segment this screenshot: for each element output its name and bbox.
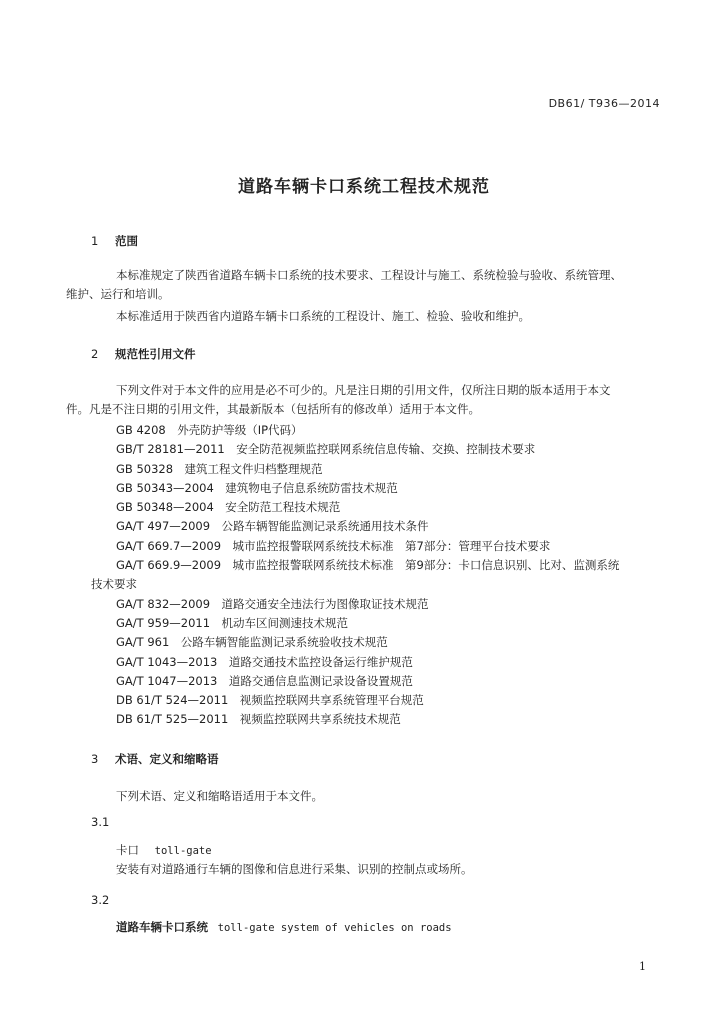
reference-item: GA/T 1047—2013 道路交通信息监测记录设备设置规范 (116, 673, 413, 688)
reference-item: GA/T 961 公路车辆智能监测记录系统验收技术规范 (116, 635, 388, 650)
term-3-1 (116, 842, 212, 858)
term-chinese: 卡口 (116, 843, 139, 857)
subsection-3-1-number: 3.1 (91, 815, 110, 829)
section-2-intro (66, 381, 663, 419)
reference-line: 技术要求 (91, 577, 137, 592)
reference-item: GA/T 959—2011 机动车区间测速技术规范 (116, 615, 349, 630)
reference-item: GA/T 1043—2013 道路交通技术监控设备运行维护规范 (116, 654, 413, 669)
section-1-paragraph-1 (66, 266, 663, 304)
section-2-heading (91, 346, 196, 362)
reference-item: GA/T 497—2009 公路车辆智能监测记录系统通用技术条件 (116, 519, 429, 534)
section-1-number: 1 (91, 234, 99, 248)
section-3-heading (91, 751, 219, 767)
term-english: toll-gate system of vehicles on roads (217, 922, 452, 934)
term-3-1-definition: 安装有对道路通行车辆的图像和信息进行采集、识别的控制点或场所。 (116, 862, 473, 876)
term-chinese: 道路车辆卡口系统 (116, 920, 208, 934)
reference-item: GA/T 669.7—2009 城市监控报警联网系统技术标准 第7部分：管理平台技术要求 (116, 538, 551, 553)
section-1-title: 范围 (115, 234, 139, 248)
document-title: 道路车辆卡口系统工程技术规范 (238, 177, 490, 197)
reference-item: GA/T 832—2009 道路交通安全违法行为图像取证技术规范 (116, 596, 429, 611)
reference-item: GB 50343—2004 建筑物电子信息系统防雷技术规范 (116, 480, 398, 495)
reference-item: GB 50328 建筑工程文件归档整理规范 (116, 461, 323, 476)
section-3-number: 3 (91, 752, 99, 766)
term-3-2 (116, 919, 452, 935)
reference-item: GB/T 28181—2011 安全防范视频监控联网系统信息传输、交换、控制技术要求 (116, 442, 536, 457)
section-1-paragraph-2: 本标准适用于陕西省内道路车辆卡口系统的工程设计、施工、检验、验收和维护。 (116, 309, 530, 323)
section-3-title: 术语、定义和缩略语 (115, 752, 219, 766)
section-2-title: 规范性引用文件 (115, 347, 196, 361)
term-english: toll-gate (154, 845, 212, 857)
reference-line: GA/T 669.9—2009 城市监控报警联网系统技术标准 第9部分：卡口信息识别、比对、监测系统 (116, 558, 620, 573)
reference-item: DB 61/T 525—2011 视频监控联网共享系统技术规范 (116, 712, 401, 727)
reference-item: GB 4208 外壳防护等级（IP代码） (116, 423, 303, 437)
paragraph-line: 本标准规定了陕西省道路车辆卡口系统的技术要求、工程设计与施工、系统检验与验收、系统管理、 (116, 268, 622, 282)
section-2-number: 2 (91, 347, 99, 361)
document-id: DB61/ T936—2014 (548, 97, 660, 110)
section-1-heading (91, 233, 138, 249)
paragraph-line: 维护、运行和培训。 (66, 287, 170, 301)
paragraph-line: 件。凡是不注日期的引用文件，其最新版本（包括所有的修改单）适用于本文件。 (66, 402, 480, 416)
normative-references-list (91, 421, 663, 730)
reference-item (91, 556, 663, 595)
reference-item: GB 50348—2004 安全防范工程技术规范 (116, 500, 341, 515)
subsection-3-2-number: 3.2 (91, 893, 110, 907)
section-3-intro: 下列术语、定义和缩略语适用于本文件。 (116, 789, 323, 803)
reference-item: DB 61/T 524—2011 视频监控联网共享系统管理平台规范 (116, 693, 424, 708)
page-number: 1 (639, 960, 646, 973)
paragraph-line: 下列文件对于本文件的应用是必不可少的。凡是注日期的引用文件，仅所注日期的版本适用于本文 (116, 383, 611, 397)
